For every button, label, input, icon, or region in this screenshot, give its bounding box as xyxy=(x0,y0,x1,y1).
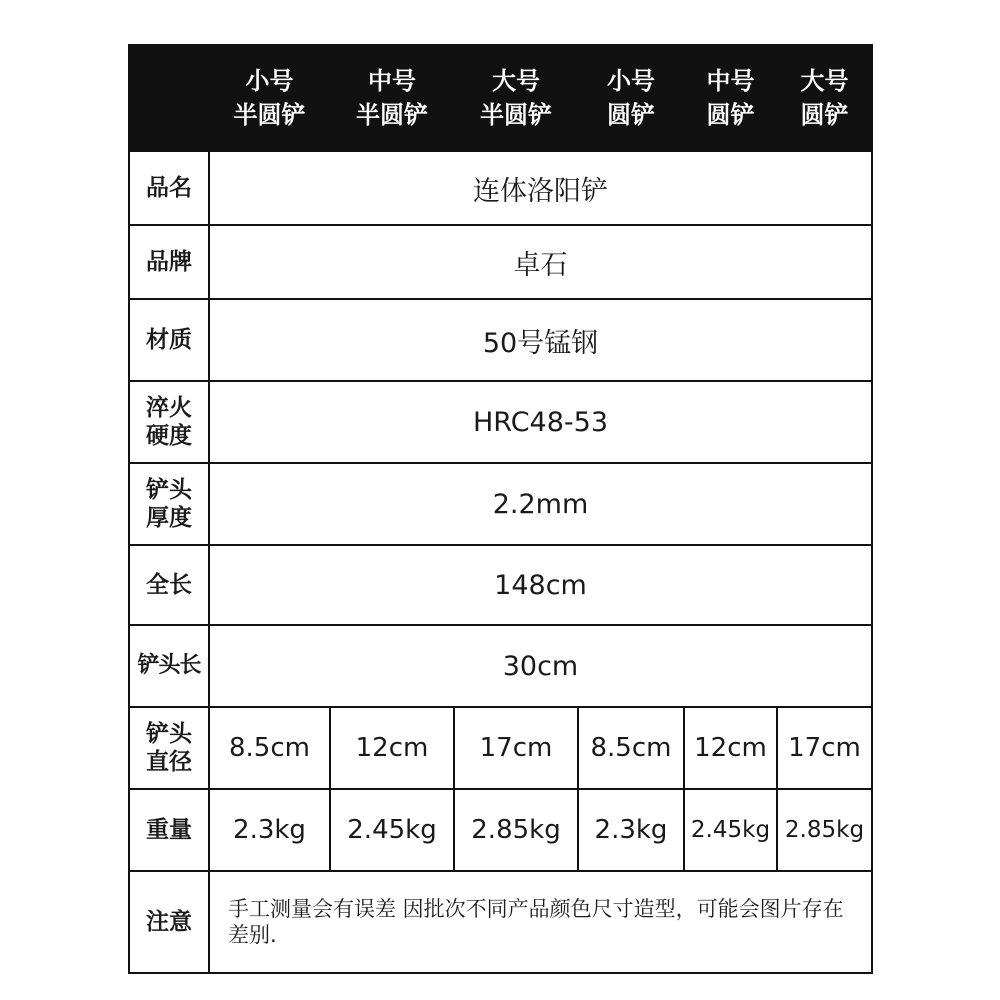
label-thickness: 铲头 厚度 xyxy=(129,463,209,545)
value-note: 手工测量会有误差 因批次不同产品颜色尺寸造型，可能会图片存在差别. xyxy=(209,871,872,973)
label-head-diameter: 铲头 直径 xyxy=(129,707,209,789)
row-product-name xyxy=(129,151,872,225)
weight-cell: 2.85kg xyxy=(454,789,578,871)
label-head-length: 铲头长 xyxy=(129,625,209,707)
label-weight: 重量 xyxy=(129,789,209,871)
row-note xyxy=(129,871,872,973)
label-material: 材质 xyxy=(129,299,209,381)
label-product-name: 品名 xyxy=(129,151,209,225)
value-head-length: 30cm xyxy=(209,625,872,707)
label-total-length: 全长 xyxy=(129,545,209,625)
weight-cell: 2.85kg xyxy=(777,789,872,871)
header-large-round: 大号 圆铲 xyxy=(777,45,872,151)
diameter-cell: 17cm xyxy=(777,707,872,789)
row-weight xyxy=(129,789,872,871)
header-medium-round: 中号 圆铲 xyxy=(684,45,777,151)
weight-cell: 2.3kg xyxy=(209,789,330,871)
weight-cell: 2.3kg xyxy=(578,789,684,871)
value-brand: 卓石 xyxy=(209,225,872,299)
row-material xyxy=(129,299,872,381)
header-small-round: 小号 圆铲 xyxy=(578,45,684,151)
label-note: 注意 xyxy=(129,871,209,973)
weight-cell: 2.45kg xyxy=(330,789,454,871)
header-large-half-round: 大号 半圆铲 xyxy=(454,45,578,151)
spec-table xyxy=(128,44,873,974)
header-corner-cell xyxy=(129,45,209,151)
row-brand xyxy=(129,225,872,299)
value-material: 50号锰钢 xyxy=(209,299,872,381)
label-brand: 品牌 xyxy=(129,225,209,299)
row-hardness xyxy=(129,381,872,463)
diameter-cell: 12cm xyxy=(684,707,777,789)
value-total-length: 148cm xyxy=(209,545,872,625)
header-small-half-round: 小号 半圆铲 xyxy=(209,45,330,151)
diameter-cell: 17cm xyxy=(454,707,578,789)
value-product-name: 连体洛阳铲 xyxy=(209,151,872,225)
weight-cell: 2.45kg xyxy=(684,789,777,871)
row-total-length xyxy=(129,545,872,625)
value-hardness: HRC48-53 xyxy=(209,381,872,463)
diameter-cell: 12cm xyxy=(330,707,454,789)
row-head-diameter xyxy=(129,707,872,789)
header-medium-half-round: 中号 半圆铲 xyxy=(330,45,454,151)
value-thickness: 2.2mm xyxy=(209,463,872,545)
diameter-cell: 8.5cm xyxy=(209,707,330,789)
label-hardness: 淬火 硬度 xyxy=(129,381,209,463)
row-head-length xyxy=(129,625,872,707)
diameter-cell: 8.5cm xyxy=(578,707,684,789)
row-thickness xyxy=(129,463,872,545)
header-row xyxy=(129,45,872,151)
